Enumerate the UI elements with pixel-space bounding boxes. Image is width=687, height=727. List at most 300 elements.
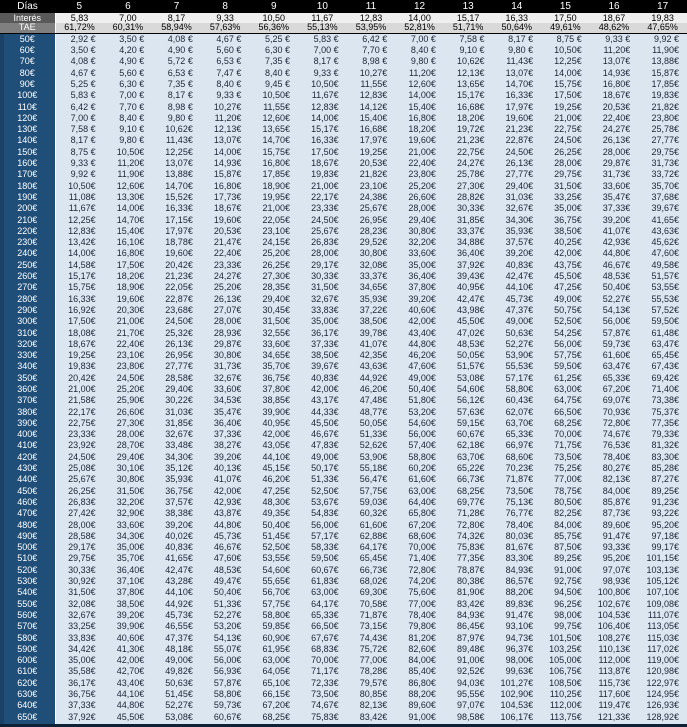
amount-value-cell[interactable]: 41,65€ <box>152 553 201 564</box>
amount-row-label[interactable]: 90€ <box>0 79 55 90</box>
amount-value-cell[interactable]: 24,50€ <box>492 147 541 158</box>
amount-value-cell[interactable]: 35,47€ <box>201 406 250 417</box>
amount-value-cell[interactable]: 74,32€ <box>444 531 493 542</box>
amount-value-cell[interactable]: 78,40€ <box>492 519 541 530</box>
days-corner-cell[interactable]: Días <box>0 0 55 13</box>
amount-value-cell[interactable]: 65,45€ <box>638 350 687 361</box>
amount-value-cell[interactable]: 88,20€ <box>492 587 541 598</box>
amount-value-cell[interactable]: 95,55€ <box>444 689 493 700</box>
amount-value-cell[interactable]: 18,90€ <box>104 282 153 293</box>
tae-value-cell[interactable]: 57,63% <box>201 23 250 33</box>
amount-value-cell[interactable]: 122,97€ <box>638 678 687 689</box>
amount-value-cell[interactable]: 61,60€ <box>347 519 396 530</box>
amount-value-cell[interactable]: 15,75€ <box>249 147 298 158</box>
amount-value-cell[interactable]: 52,27€ <box>152 700 201 711</box>
amount-value-cell[interactable]: 19,25€ <box>541 101 590 112</box>
amount-value-cell[interactable]: 98,58€ <box>444 711 493 725</box>
amount-value-cell[interactable]: 72,33€ <box>298 678 347 689</box>
amount-value-cell[interactable]: 101,50€ <box>541 632 590 643</box>
amount-row-label[interactable]: 460€ <box>0 497 55 508</box>
amount-value-cell[interactable]: 64,05€ <box>249 666 298 677</box>
amount-value-cell[interactable]: 44,80€ <box>201 519 250 530</box>
amount-value-cell[interactable]: 36,40€ <box>104 565 153 576</box>
amount-value-cell[interactable]: 40,95€ <box>444 282 493 293</box>
amount-value-cell[interactable]: 31,50€ <box>541 181 590 192</box>
amount-value-cell[interactable]: 104,53€ <box>492 700 541 711</box>
amount-value-cell[interactable]: 48,53€ <box>201 565 250 576</box>
amount-value-cell[interactable]: 91,23€ <box>638 497 687 508</box>
amount-value-cell[interactable]: 80,38€ <box>444 576 493 587</box>
amount-value-cell[interactable]: 30,10€ <box>104 463 153 474</box>
amount-row-label[interactable]: 490€ <box>0 531 55 542</box>
amount-value-cell[interactable]: 16,33€ <box>298 135 347 146</box>
amount-value-cell[interactable]: 105,00€ <box>541 655 590 666</box>
amount-value-cell[interactable]: 75,60€ <box>395 587 444 598</box>
amount-value-cell[interactable]: 53,08€ <box>152 711 201 725</box>
amount-value-cell[interactable]: 8,17 € <box>298 56 347 67</box>
amount-value-cell[interactable]: 33,25€ <box>541 192 590 203</box>
amount-value-cell[interactable]: 62,07€ <box>492 406 541 417</box>
amount-value-cell[interactable]: 9,10 € <box>104 124 153 135</box>
amount-value-cell[interactable]: 26,13€ <box>492 158 541 169</box>
day-column-header[interactable]: 14 <box>492 0 541 13</box>
amount-value-cell[interactable]: 45,50€ <box>541 271 590 282</box>
amount-value-cell[interactable]: 53,90€ <box>492 350 541 361</box>
amount-value-cell[interactable]: 119,47€ <box>590 700 639 711</box>
amount-value-cell[interactable]: 80,50€ <box>541 497 590 508</box>
amount-value-cell[interactable]: 19,83€ <box>638 90 687 101</box>
amount-value-cell[interactable]: 42,00€ <box>249 429 298 440</box>
amount-value-cell[interactable]: 20,53€ <box>201 226 250 237</box>
amount-value-cell[interactable]: 33,60€ <box>201 384 250 395</box>
amount-value-cell[interactable]: 51,80€ <box>395 395 444 406</box>
amount-value-cell[interactable]: 28,00€ <box>55 519 104 530</box>
amount-value-cell[interactable]: 86,45€ <box>444 621 493 632</box>
amount-value-cell[interactable]: 5,83 € <box>298 33 347 45</box>
amount-value-cell[interactable]: 32,90€ <box>104 508 153 519</box>
amount-value-cell[interactable]: 91,47€ <box>590 531 639 542</box>
amount-value-cell[interactable]: 76,53€ <box>590 440 639 451</box>
amount-value-cell[interactable]: 73,50€ <box>298 689 347 700</box>
amount-value-cell[interactable]: 63,70€ <box>444 452 493 463</box>
tae-value-cell[interactable]: 52,81% <box>395 23 444 33</box>
tae-value-cell[interactable]: 50,64% <box>492 23 541 33</box>
amount-value-cell[interactable]: 30,92€ <box>55 576 104 587</box>
amount-value-cell[interactable]: 12,60€ <box>104 181 153 192</box>
amount-value-cell[interactable]: 41,07€ <box>347 339 396 350</box>
amount-value-cell[interactable]: 67,20€ <box>249 700 298 711</box>
amount-value-cell[interactable]: 10,50€ <box>104 147 153 158</box>
amount-value-cell[interactable]: 111,07€ <box>638 610 687 621</box>
amount-value-cell[interactable]: 37,92€ <box>55 711 104 725</box>
amount-value-cell[interactable]: 31,50€ <box>298 282 347 293</box>
amount-value-cell[interactable]: 25,20€ <box>201 282 250 293</box>
amount-value-cell[interactable]: 79,57€ <box>347 678 396 689</box>
amount-row-label[interactable]: 80€ <box>0 68 55 79</box>
amount-value-cell[interactable]: 25,20€ <box>249 248 298 259</box>
amount-value-cell[interactable]: 63,00€ <box>298 587 347 598</box>
amount-value-cell[interactable]: 40,02€ <box>152 531 201 542</box>
amount-value-cell[interactable]: 65,33€ <box>492 429 541 440</box>
amount-value-cell[interactable]: 9,80 € <box>152 113 201 124</box>
tae-value-cell[interactable]: 51,71% <box>444 23 493 33</box>
amount-value-cell[interactable]: 92,75€ <box>541 576 590 587</box>
amount-value-cell[interactable]: 44,10€ <box>152 587 201 598</box>
amount-value-cell[interactable]: 17,85€ <box>638 79 687 90</box>
amount-row-label[interactable]: 260€ <box>0 271 55 282</box>
amount-value-cell[interactable]: 89,83€ <box>492 598 541 609</box>
interes-value-cell[interactable]: 19,83 <box>638 13 687 23</box>
amount-value-cell[interactable]: 99,17€ <box>638 542 687 553</box>
amount-value-cell[interactable]: 37,33€ <box>55 700 104 711</box>
amount-value-cell[interactable]: 41,07€ <box>201 474 250 485</box>
amount-value-cell[interactable]: 70,00€ <box>395 542 444 553</box>
amount-value-cell[interactable]: 4,08 € <box>152 33 201 45</box>
amount-value-cell[interactable]: 56,00€ <box>590 316 639 327</box>
amount-value-cell[interactable]: 35,00€ <box>55 655 104 666</box>
amount-value-cell[interactable]: 44,92€ <box>347 373 396 384</box>
amount-value-cell[interactable]: 46,55€ <box>152 621 201 632</box>
amount-value-cell[interactable]: 70,00€ <box>298 655 347 666</box>
amount-row-label[interactable]: 290€ <box>0 305 55 316</box>
amount-value-cell[interactable]: 52,27€ <box>492 339 541 350</box>
amount-value-cell[interactable]: 53,55€ <box>638 282 687 293</box>
amount-value-cell[interactable]: 85,40€ <box>395 666 444 677</box>
amount-value-cell[interactable]: 78,28€ <box>347 666 396 677</box>
amount-value-cell[interactable]: 99,75€ <box>541 621 590 632</box>
amount-row-label[interactable]: 240€ <box>0 248 55 259</box>
amount-value-cell[interactable]: 12,60€ <box>249 113 298 124</box>
amount-value-cell[interactable]: 42,93€ <box>201 497 250 508</box>
amount-value-cell[interactable]: 16,33€ <box>152 203 201 214</box>
amount-value-cell[interactable]: 88,20€ <box>395 689 444 700</box>
amount-value-cell[interactable]: 94,73€ <box>492 632 541 643</box>
tae-value-cell[interactable]: 60,31% <box>104 23 153 33</box>
tae-value-cell[interactable]: 48,62% <box>590 23 639 33</box>
amount-value-cell[interactable]: 25,78€ <box>444 169 493 180</box>
amount-value-cell[interactable]: 43,40€ <box>104 678 153 689</box>
amount-value-cell[interactable]: 89,60€ <box>590 519 639 530</box>
amount-row-label[interactable]: 500€ <box>0 542 55 553</box>
amount-value-cell[interactable]: 57,75€ <box>541 350 590 361</box>
amount-value-cell[interactable]: 8,17 € <box>55 135 104 146</box>
amount-value-cell[interactable]: 65,22€ <box>444 463 493 474</box>
amount-value-cell[interactable]: 9,33 € <box>590 33 639 45</box>
amount-value-cell[interactable]: 14,00€ <box>55 248 104 259</box>
amount-value-cell[interactable]: 15,75€ <box>541 79 590 90</box>
amount-value-cell[interactable]: 28,58€ <box>152 373 201 384</box>
amount-value-cell[interactable]: 87,50€ <box>541 542 590 553</box>
amount-value-cell[interactable]: 38,50€ <box>541 226 590 237</box>
amount-value-cell[interactable]: 14,70€ <box>492 79 541 90</box>
amount-value-cell[interactable]: 78,87€ <box>444 565 493 576</box>
amount-value-cell[interactable]: 53,20€ <box>201 621 250 632</box>
amount-value-cell[interactable]: 63,47€ <box>590 361 639 372</box>
amount-value-cell[interactable]: 37,68€ <box>638 192 687 203</box>
amount-value-cell[interactable]: 16,80€ <box>104 248 153 259</box>
amount-value-cell[interactable]: 37,33€ <box>298 339 347 350</box>
amount-value-cell[interactable]: 45,73€ <box>492 293 541 304</box>
amount-row-label[interactable]: 140€ <box>0 135 55 146</box>
amount-value-cell[interactable]: 11,55€ <box>347 79 396 90</box>
amount-value-cell[interactable]: 38,50€ <box>347 316 396 327</box>
amount-value-cell[interactable]: 34,42€ <box>55 644 104 655</box>
amount-value-cell[interactable]: 24,50€ <box>298 214 347 225</box>
amount-value-cell[interactable]: 11,20€ <box>395 68 444 79</box>
amount-value-cell[interactable]: 44,33€ <box>298 406 347 417</box>
amount-value-cell[interactable]: 56,93€ <box>201 666 250 677</box>
amount-value-cell[interactable]: 59,73€ <box>201 700 250 711</box>
amount-value-cell[interactable]: 60,32€ <box>347 508 396 519</box>
amount-value-cell[interactable]: 8,75 € <box>55 147 104 158</box>
amount-value-cell[interactable]: 9,92 € <box>55 169 104 180</box>
amount-value-cell[interactable]: 9,80 € <box>104 135 153 146</box>
amount-value-cell[interactable]: 74,43€ <box>347 632 396 643</box>
amount-value-cell[interactable]: 37,10€ <box>104 576 153 587</box>
amount-value-cell[interactable]: 44,10€ <box>492 282 541 293</box>
amount-value-cell[interactable]: 22,17€ <box>298 192 347 203</box>
amount-value-cell[interactable]: 62,18€ <box>444 440 493 451</box>
amount-value-cell[interactable]: 9,80 € <box>395 56 444 67</box>
amount-value-cell[interactable]: 18,90€ <box>249 181 298 192</box>
amount-value-cell[interactable]: 33,60€ <box>104 519 153 530</box>
amount-value-cell[interactable]: 9,80 € <box>492 45 541 56</box>
amount-value-cell[interactable]: 74,67€ <box>590 429 639 440</box>
amount-value-cell[interactable]: 10,62€ <box>444 56 493 67</box>
amount-value-cell[interactable]: 24,27€ <box>201 271 250 282</box>
amount-value-cell[interactable]: 29,17€ <box>298 260 347 271</box>
amount-value-cell[interactable]: 53,08€ <box>444 373 493 384</box>
amount-value-cell[interactable]: 78,40€ <box>395 610 444 621</box>
amount-value-cell[interactable]: 4,67 € <box>201 33 250 45</box>
amount-value-cell[interactable]: 51,33€ <box>347 429 396 440</box>
amount-value-cell[interactable]: 80,03€ <box>492 531 541 542</box>
amount-value-cell[interactable]: 54,60€ <box>249 565 298 576</box>
amount-value-cell[interactable]: 36,40€ <box>444 248 493 259</box>
amount-value-cell[interactable]: 36,17€ <box>55 678 104 689</box>
amount-value-cell[interactable]: 45,50€ <box>298 418 347 429</box>
amount-value-cell[interactable]: 50,40€ <box>249 519 298 530</box>
amount-value-cell[interactable]: 30,33€ <box>298 271 347 282</box>
amount-value-cell[interactable]: 61,48€ <box>638 327 687 338</box>
amount-value-cell[interactable]: 43,63€ <box>638 226 687 237</box>
amount-value-cell[interactable]: 19,60€ <box>104 293 153 304</box>
amount-row-label[interactable]: 560€ <box>0 610 55 621</box>
amount-value-cell[interactable]: 103,13€ <box>638 565 687 576</box>
amount-value-cell[interactable]: 27,30€ <box>249 271 298 282</box>
amount-value-cell[interactable]: 84,93€ <box>492 565 541 576</box>
amount-value-cell[interactable]: 28,00€ <box>201 316 250 327</box>
amount-value-cell[interactable]: 4,90 € <box>104 56 153 67</box>
amount-value-cell[interactable]: 19,72€ <box>444 124 493 135</box>
amount-value-cell[interactable]: 81,90€ <box>444 587 493 598</box>
amount-value-cell[interactable]: 35,70€ <box>638 181 687 192</box>
amount-value-cell[interactable]: 5,60 € <box>201 45 250 56</box>
amount-value-cell[interactable]: 11,20€ <box>590 45 639 56</box>
amount-row-label[interactable]: 180€ <box>0 181 55 192</box>
amount-value-cell[interactable]: 23,33€ <box>55 429 104 440</box>
amount-value-cell[interactable]: 113,87€ <box>590 666 639 677</box>
amount-value-cell[interactable]: 91,47€ <box>492 610 541 621</box>
interes-value-cell[interactable]: 15,17 <box>444 13 493 23</box>
amount-value-cell[interactable]: 37,22€ <box>347 305 396 316</box>
amount-value-cell[interactable]: 77,00€ <box>541 474 590 485</box>
amount-value-cell[interactable]: 60,67€ <box>298 565 347 576</box>
amount-value-cell[interactable]: 24,50€ <box>104 373 153 384</box>
amount-value-cell[interactable]: 26,13€ <box>152 339 201 350</box>
amount-value-cell[interactable]: 21,00€ <box>541 113 590 124</box>
amount-value-cell[interactable]: 26,95€ <box>152 350 201 361</box>
amount-row-label[interactable]: 550€ <box>0 598 55 609</box>
amount-value-cell[interactable]: 9,10 € <box>444 45 493 56</box>
amount-value-cell[interactable]: 10,62€ <box>152 124 201 135</box>
tae-value-cell[interactable]: 47,65% <box>638 23 687 33</box>
amount-row-label[interactable]: 120€ <box>0 113 55 124</box>
amount-value-cell[interactable]: 8,17 € <box>152 90 201 101</box>
amount-row-label[interactable]: 630€ <box>0 689 55 700</box>
amount-value-cell[interactable]: 75,37€ <box>638 406 687 417</box>
amount-value-cell[interactable]: 19,95€ <box>249 192 298 203</box>
amount-value-cell[interactable]: 41,07€ <box>590 226 639 237</box>
amount-value-cell[interactable]: 49,00€ <box>492 316 541 327</box>
day-column-header[interactable]: 13 <box>444 0 493 13</box>
amount-value-cell[interactable]: 97,07€ <box>444 700 493 711</box>
amount-value-cell[interactable]: 6,42 € <box>55 101 104 112</box>
amount-value-cell[interactable]: 56,00€ <box>541 339 590 350</box>
amount-value-cell[interactable]: 5,25 € <box>249 33 298 45</box>
amount-value-cell[interactable]: 59,15€ <box>444 418 493 429</box>
amount-value-cell[interactable]: 112,00€ <box>590 655 639 666</box>
amount-value-cell[interactable]: 12,13€ <box>444 68 493 79</box>
amount-value-cell[interactable]: 117,02€ <box>638 644 687 655</box>
amount-value-cell[interactable]: 94,03€ <box>444 678 493 689</box>
amount-value-cell[interactable]: 81,20€ <box>395 632 444 643</box>
amount-value-cell[interactable]: 59,85€ <box>249 621 298 632</box>
interes-value-cell[interactable]: 11,67 <box>298 13 347 23</box>
tae-value-cell[interactable]: 61,72% <box>55 23 104 33</box>
amount-value-cell[interactable]: 28,82€ <box>444 192 493 203</box>
amount-value-cell[interactable]: 61,25€ <box>541 373 590 384</box>
amount-value-cell[interactable]: 16,33€ <box>55 293 104 304</box>
amount-value-cell[interactable]: 10,50€ <box>249 90 298 101</box>
amount-value-cell[interactable]: 56,12€ <box>444 395 493 406</box>
amount-value-cell[interactable]: 31,50€ <box>55 587 104 598</box>
amount-value-cell[interactable]: 49,00€ <box>541 293 590 304</box>
amount-value-cell[interactable]: 26,60€ <box>395 192 444 203</box>
amount-value-cell[interactable]: 84,00€ <box>541 519 590 530</box>
amount-value-cell[interactable]: 19,60€ <box>492 113 541 124</box>
amount-value-cell[interactable]: 18,20€ <box>104 271 153 282</box>
amount-value-cell[interactable]: 37,33€ <box>590 203 639 214</box>
amount-value-cell[interactable]: 44,80€ <box>104 700 153 711</box>
amount-value-cell[interactable]: 19,60€ <box>152 248 201 259</box>
amount-value-cell[interactable]: 10,50€ <box>298 79 347 90</box>
amount-value-cell[interactable]: 33,83€ <box>298 305 347 316</box>
amount-value-cell[interactable]: 42,47€ <box>492 271 541 282</box>
amount-value-cell[interactable]: 7,35 € <box>249 56 298 67</box>
amount-value-cell[interactable]: 80,85€ <box>347 689 396 700</box>
amount-value-cell[interactable]: 43,63€ <box>347 361 396 372</box>
amount-value-cell[interactable]: 89,25€ <box>638 486 687 497</box>
amount-value-cell[interactable]: 69,77€ <box>444 497 493 508</box>
amount-value-cell[interactable]: 47,48€ <box>347 395 396 406</box>
amount-value-cell[interactable]: 50,63€ <box>152 678 201 689</box>
amount-row-label[interactable]: 230€ <box>0 237 55 248</box>
amount-value-cell[interactable]: 18,08€ <box>55 327 104 338</box>
amount-value-cell[interactable]: 58,33€ <box>298 542 347 553</box>
amount-value-cell[interactable]: 38,50€ <box>298 350 347 361</box>
amount-value-cell[interactable]: 94,50€ <box>541 587 590 598</box>
amount-value-cell[interactable]: 15,17€ <box>444 90 493 101</box>
amount-value-cell[interactable]: 43,75€ <box>541 260 590 271</box>
amount-value-cell[interactable]: 117,60€ <box>590 689 639 700</box>
amount-value-cell[interactable]: 43,05€ <box>249 440 298 451</box>
amount-value-cell[interactable]: 29,87€ <box>590 158 639 169</box>
amount-value-cell[interactable]: 85,28€ <box>638 463 687 474</box>
amount-value-cell[interactable]: 57,17€ <box>298 531 347 542</box>
amount-value-cell[interactable]: 16,92€ <box>55 305 104 316</box>
amount-value-cell[interactable]: 40,95€ <box>249 418 298 429</box>
amount-value-cell[interactable]: 70,93€ <box>590 406 639 417</box>
amount-value-cell[interactable]: 42,93€ <box>590 237 639 248</box>
day-column-header[interactable]: 9 <box>249 0 298 13</box>
amount-value-cell[interactable]: 17,73€ <box>201 192 250 203</box>
amount-value-cell[interactable]: 34,65€ <box>249 350 298 361</box>
amount-value-cell[interactable]: 26,13€ <box>201 293 250 304</box>
amount-value-cell[interactable]: 39,90€ <box>249 406 298 417</box>
amount-value-cell[interactable]: 7,58 € <box>444 33 493 45</box>
amount-value-cell[interactable]: 11,67€ <box>298 90 347 101</box>
amount-value-cell[interactable]: 12,25€ <box>152 147 201 158</box>
amount-value-cell[interactable]: 29,17€ <box>55 542 104 553</box>
amount-value-cell[interactable]: 83,30€ <box>638 452 687 463</box>
amount-value-cell[interactable]: 82,60€ <box>395 644 444 655</box>
amount-value-cell[interactable]: 23,80€ <box>395 169 444 180</box>
amount-value-cell[interactable]: 12,13€ <box>201 124 250 135</box>
amount-value-cell[interactable]: 13,65€ <box>249 124 298 135</box>
interes-row-label[interactable]: Interés <box>0 13 55 23</box>
amount-value-cell[interactable]: 34,65€ <box>347 282 396 293</box>
amount-value-cell[interactable]: 53,90€ <box>347 452 396 463</box>
amount-value-cell[interactable]: 31,03€ <box>152 406 201 417</box>
interes-value-cell[interactable]: 5,83 <box>55 13 104 23</box>
amount-value-cell[interactable]: 10,50€ <box>541 45 590 56</box>
amount-value-cell[interactable]: 42,47€ <box>152 565 201 576</box>
amount-value-cell[interactable]: 29,75€ <box>55 553 104 564</box>
amount-value-cell[interactable]: 14,00€ <box>201 147 250 158</box>
amount-value-cell[interactable]: 14,70€ <box>104 214 153 225</box>
amount-row-label[interactable]: 170€ <box>0 169 55 180</box>
amount-row-label[interactable]: 270€ <box>0 282 55 293</box>
amount-row-label[interactable]: 430€ <box>0 463 55 474</box>
amount-value-cell[interactable]: 17,50€ <box>541 90 590 101</box>
amount-value-cell[interactable]: 16,80€ <box>249 158 298 169</box>
tae-value-cell[interactable]: 56,36% <box>249 23 298 33</box>
amount-value-cell[interactable]: 42,35€ <box>347 350 396 361</box>
amount-value-cell[interactable]: 30,80€ <box>201 350 250 361</box>
amount-value-cell[interactable]: 14,70€ <box>152 181 201 192</box>
amount-value-cell[interactable]: 47,25€ <box>541 282 590 293</box>
amount-value-cell[interactable]: 62,88€ <box>347 531 396 542</box>
amount-value-cell[interactable]: 16,33€ <box>492 90 541 101</box>
amount-value-cell[interactable]: 17,50€ <box>298 147 347 158</box>
amount-value-cell[interactable]: 40,83€ <box>298 373 347 384</box>
amount-value-cell[interactable]: 21,23€ <box>152 271 201 282</box>
amount-value-cell[interactable]: 36,75€ <box>249 373 298 384</box>
amount-value-cell[interactable]: 20,42€ <box>55 373 104 384</box>
amount-value-cell[interactable]: 21,70€ <box>104 327 153 338</box>
amount-value-cell[interactable]: 112,00€ <box>541 700 590 711</box>
